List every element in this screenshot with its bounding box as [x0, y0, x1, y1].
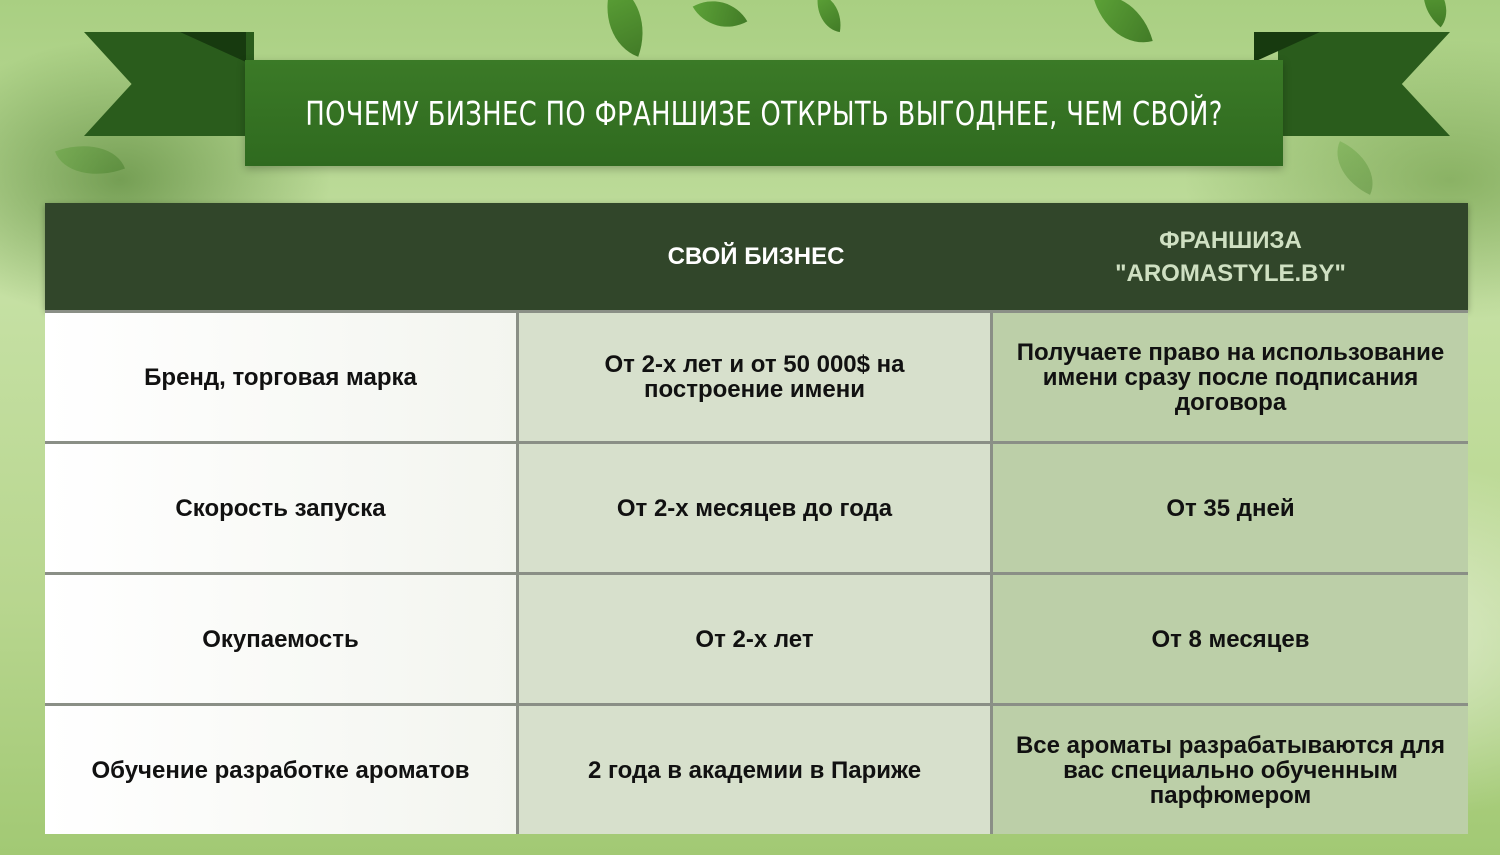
cell-line: имени сразу после подписания	[1042, 363, 1419, 391]
cell-line: парфюмером	[1149, 781, 1312, 809]
ribbon-tail-right	[1278, 32, 1450, 136]
leaf-decoration-icon	[693, 0, 748, 41]
own-business-cell	[519, 706, 993, 834]
table-row	[45, 441, 1468, 572]
cell-line: От 2-х лет и от 50 000$ на	[604, 351, 905, 378]
table-row	[45, 703, 1468, 834]
header-own-business: СВОЙ БИЗНЕС	[667, 242, 845, 270]
header-criterion	[45, 203, 519, 310]
cell-line: 2 года в академии в Париже	[587, 756, 922, 784]
cell-line: вас специально обученным	[1063, 756, 1398, 784]
leaf-decoration-icon	[591, 0, 659, 57]
leaf-decoration-icon	[812, 0, 845, 32]
franchise-cell	[993, 706, 1468, 834]
criterion-cell: Бренд, торговая марка	[45, 313, 519, 441]
own-business-cell	[519, 313, 993, 441]
cell-line: От 8 месяцев	[1151, 625, 1310, 653]
leaf-decoration-icon	[1093, 0, 1152, 53]
leaf-decoration-icon	[1325, 141, 1386, 195]
criterion-cell: Обучение разработке ароматов	[45, 706, 519, 834]
leaf-decoration-icon	[1410, 0, 1460, 27]
own-business-cell	[519, 444, 993, 572]
cell-line: От 35 дней	[1166, 494, 1295, 522]
own-business-cell	[519, 575, 993, 703]
table-row	[45, 572, 1468, 703]
comparison-table	[45, 203, 1468, 834]
cell-line: договора	[1174, 388, 1287, 416]
leaf-decoration-icon	[55, 131, 125, 189]
criterion-cell: Скорость запуска	[45, 444, 519, 572]
cell-line: Получаете право на использование	[1016, 338, 1445, 366]
franchise-cell	[993, 575, 1468, 703]
table-row	[45, 310, 1468, 441]
ribbon-main	[245, 60, 1283, 166]
header-franchise-line: "AROMASTYLE.BY"	[1115, 259, 1346, 287]
cell-line: От 2-х месяцев до года	[616, 494, 893, 522]
page-title: ПОЧЕМУ БИЗНЕС ПО ФРАНШИЗЕ ОТКРЫТЬ ВЫГОДНЕЕ, ЧЕМ СВОЙ?	[305, 93, 1223, 133]
header-franchise	[993, 203, 1468, 310]
franchise-cell	[993, 313, 1468, 441]
table-header	[45, 203, 1468, 310]
cell-line: Все ароматы разрабатываются для	[1015, 731, 1446, 759]
header-franchise-line: ФРАНШИЗА	[1159, 226, 1302, 254]
cell-line: От 2-х лет	[695, 625, 814, 653]
cell-line: построение имени	[644, 376, 865, 403]
franchise-cell	[993, 444, 1468, 572]
criterion-cell: Окупаемость	[45, 575, 519, 703]
